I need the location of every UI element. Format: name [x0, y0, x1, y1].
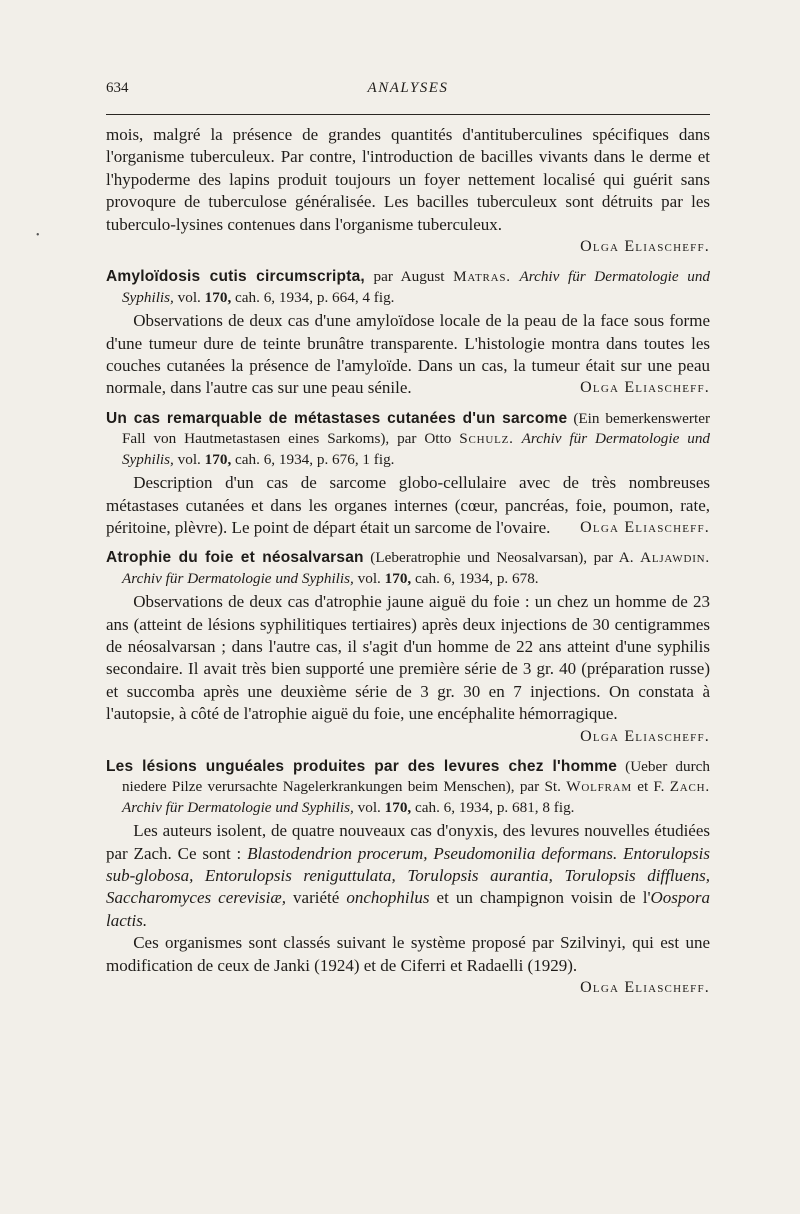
- author-name: Schulz.: [459, 430, 514, 448]
- page-body: [106, 124, 710, 999]
- author-name: Wolfram: [566, 778, 632, 796]
- citation: Atrophie du foie et néosalvarsan (Leberatrophie und Neosalvarsan), par A. Aljawdin. Archiv für Dermatologie und Syphilis, vol. 170, cah. 6, 1934, p. 678.: [106, 549, 711, 587]
- page-header: [106, 80, 710, 102]
- author-name: Matras.: [453, 268, 511, 286]
- genus-name: Oospora lactis.: [106, 888, 711, 930]
- signature: Olga Eliascheff.: [580, 518, 710, 536]
- page-number: 634: [106, 80, 129, 96]
- signature: Olga Eliascheff.: [580, 238, 710, 256]
- signature: Olga Eliascheff.: [580, 979, 710, 997]
- citation: Un cas remarquable de métastases cutanées d'un sarcome (Ein bemerkenswerter Fall von Hautmetastasen eines Sarkoms), par Otto Schulz. Archiv für Dermatologie und Syphilis, vol. 170, cah. 6, 1934, p. 676, 1 fig.: [106, 409, 711, 468]
- review-paragraph: Observations de deux cas d'atrophie jaune aiguë du foie : un chez un homme de 23 ans (atteint de lésions syphilitiques tertiaires) après deux injections de 30 centigrammes de néosalvarsan ; dans l'autre cas, il s'agit d'un homme de 22 ans atteint d'une syphilis secondaire. Il avait très bien supporté une première série de 3 gr. 40 (préparation russe) et succomba après une deuxième série de 3 gr. 30 en 7 injections. On constata à l'autopsie, à côté de l'atrophie aiguë du foie, une encéphalite hémorragique. Olga Eliascheff.: [106, 591, 710, 725]
- margin-mark: •: [36, 230, 40, 241]
- review-entry: [106, 757, 710, 999]
- citation: Les lésions unguéales produites par des levures chez l'homme (Ueber durch niedere Pilze verursachte Nagelerkrankungen beim Menschen), par St. Wolfram et F. Zach. Archiv für Dermatologie und Syphilis, vol. 170, cah. 6, 1934, p. 681, 8 fig.: [106, 757, 711, 816]
- review-entry: [106, 409, 710, 539]
- review-paragraph: Les auteurs isolent, de quatre nouveaux cas d'onyxis, des levures nouvelles étudiées par Zach. Ce sont : Blastodendrion procerum, Pseudomonilia deformans. Entorulopsis sub-globosa, Entorulopsis reniguttulata, Torulopsis aurantia, Torulopsis diffluens, Saccharomyces cerevisiæ, variété onchophilus et un champignon voisin de l'Oospora lactis.: [106, 821, 711, 930]
- review-paragraph: Description d'un cas de sarcome globo-cellulaire avec de très nombreuses métastases cutanées et dans les organes internes (cœur, pancréas, foie, poumon, rate, péritoine, plèvre). Le point de départ était un sarcome de l'ovaire. Olga Eliascheff.: [106, 472, 710, 539]
- citation: Amyloïdosis cutis circumscripta, par August Matras. Archiv für Dermatologie und Syphilis, vol. 170, cah. 6, 1934, p. 664, 4 fig.: [106, 268, 711, 306]
- review-paragraph: Observations de deux cas d'une amyloïdose locale de la peau de la face sous forme d'une tumeur dure de teinte brunâtre transparente. L'histologie montra dans toutes les couches cutanées la présence de l'amyloïde. Dans un cas, la tumeur était sur une peau normale, dans l'autre cas sur une peau sénile. Olga Eliascheff.: [106, 310, 710, 400]
- volume-number: 170,: [204, 450, 232, 468]
- journal-name: Archiv für Dermatologie und Syphilis,: [121, 569, 354, 587]
- author-name: Aljawdin.: [640, 549, 711, 567]
- continuation-paragraph: mois, malgré la présence de grandes quantités d'antituberculines spécifiques dans l'organisme tuberculeux. Par contre, l'introduction de bacilles vivants dans le derme et l'hypoderme des lapins produit toujours un foyer nettement localisé qui guérit sans provoqure de tuberculose généralisée. Les bacilles tuberculeux sont détruits par les tuberculo-lysines contenues dans l'organisme tuberculeux.: [106, 125, 710, 234]
- journal-name: Archiv für Dermatologie und Syphilis,: [121, 268, 711, 306]
- author-name: Zach.: [669, 778, 711, 796]
- journal-name: Archiv für Dermatologie und Syphilis,: [121, 430, 711, 468]
- volume-number: 170,: [384, 569, 412, 587]
- article-title: Atrophie du foie et néosalvarsan: [106, 549, 364, 567]
- journal-name: Archiv für Dermatologie und Syphilis,: [121, 798, 354, 816]
- review-entry: [106, 267, 710, 399]
- volume-number: 170,: [204, 288, 232, 306]
- volume-number: 170,: [384, 798, 412, 816]
- article-title: Amyloïdosis cutis circumscripta,: [106, 268, 365, 286]
- signature: Olga Eliascheff.: [580, 379, 710, 397]
- article-title: Les lésions unguéales produites par des levures chez l'homme: [106, 757, 618, 775]
- header-rule: [106, 114, 710, 115]
- review-entry: [106, 548, 710, 748]
- signature: Olga Eliascheff.: [580, 727, 710, 745]
- variety-name: onchophilus: [346, 888, 430, 908]
- running-title: ANALYSES: [367, 80, 449, 96]
- review-paragraph: Ces organismes sont classés suivant le système proposé par Szilvinyi, qui est une modification de ceux de Janki (1924) et de Ciferri et Radaelli (1929). Olga Eliascheff.: [106, 932, 710, 977]
- species-list: Blastodendrion procerum, Pseudomonilia deformans. Entorulopsis sub-globosa, Entorulopsis reniguttulata, Torulopsis aurantia, Torulopsis diffluens, Saccharomyces cerevisiæ,: [106, 843, 711, 908]
- article-title: Un cas remarquable de métastases cutanées d'un sarcome: [106, 409, 568, 427]
